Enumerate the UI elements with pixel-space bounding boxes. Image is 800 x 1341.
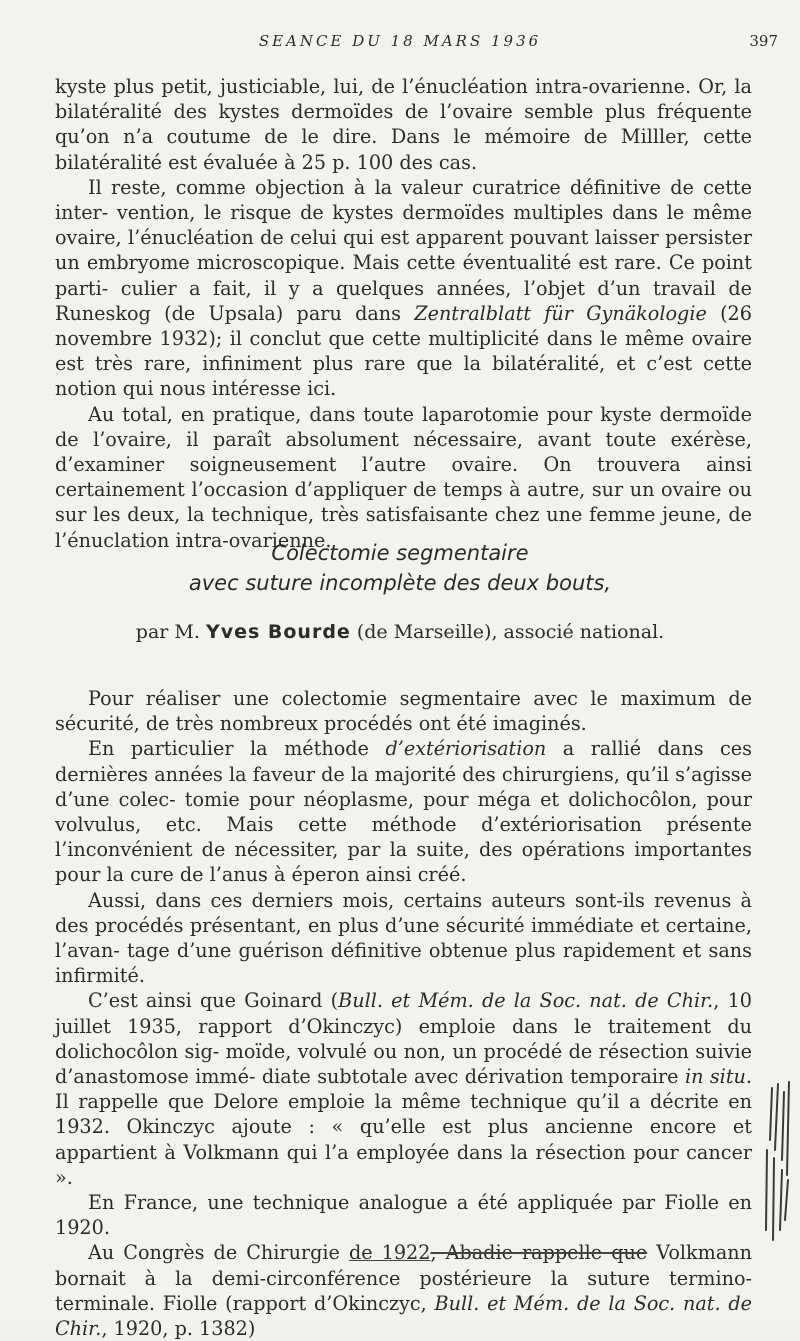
- text-line: Au total, en pratique, dans toute laparotomie pour kyste dermoïde de: [55, 402, 752, 451]
- journal-title: Bull. et Mém. de la Soc. nat. de Chir.: [338, 989, 714, 1013]
- article-title-line: Colectomie segmentaire: [271, 541, 529, 565]
- text-line: moïde, volvulé ou non, un procédé de résection suivie d’anastomose immé-: [55, 1039, 752, 1089]
- text-line: « qu’elle est plus ancienne encore et appartient à Volkmann qui l’a employée: [55, 1115, 752, 1164]
- text-run: , 10 juillet: [55, 989, 752, 1038]
- byline-prefix: par M.: [135, 621, 206, 643]
- paragraph: [55, 175, 752, 402]
- text-line: emploie la même technique qu’il a décrite en 1932. Okinczyc ajoute :: [55, 1090, 753, 1139]
- text-line: culier a fait, il y a quelques années, l’objet d’un travail de Runeskog (de: [55, 276, 752, 325]
- text-run: a rallié dans ces dernières: [55, 737, 753, 786]
- text-line: vention, le risque de kystes dermoïdes multiples dans le même ovaire,: [55, 201, 752, 250]
- handwritten-underline: de 1922: [348, 1241, 431, 1265]
- text-line: 1935, rapport d’Okinczyc) emploie dans le traitement du dolichocôlon sig-: [55, 1014, 753, 1063]
- paragraph: [55, 888, 752, 989]
- text-run: Au Congrès de Chirurgie: [88, 1241, 349, 1265]
- text-line: l’ovaire, il paraît absolument nécessaire, avant toute exérèse, d’examiner: [55, 427, 752, 477]
- text-run: (26 novembre 1932); il: [55, 301, 752, 351]
- text-run: (rapport d’Okinczyc,: [225, 1291, 435, 1315]
- text-line: conclut que cette multiplicité dans le même ovaire est très rare, infiniment: [55, 327, 752, 376]
- paragraph: [55, 686, 752, 736]
- text-run: diate subtotale avec dérivation temporaire: [261, 1065, 685, 1089]
- text-line: En France, une technique analogue a été appliquée par Fiolle en 1920.: [55, 1191, 752, 1240]
- text-line: la suite, des opérations importantes pour la cure de l’anus à éperon ainsi: [55, 838, 752, 887]
- text-run: C’est ainsi que Goinard (: [88, 989, 339, 1013]
- text-line: n’a coutume de le dire. Dans le mémoire de Milller, cette bilatéralité est: [55, 125, 752, 174]
- author-name: Yves Bourde: [205, 621, 351, 643]
- handwritten-strikethrough: , Abadie rappelle que: [430, 1241, 648, 1265]
- text-run: , 1920, p. 1382): [101, 1317, 256, 1341]
- text-line: plus rare que la bilatéralité, et c’est cette notion qui nous intéresse ici.: [55, 352, 753, 401]
- text-line: tage d’une guérison définitive obtenue plus rapidement et sans infirmité.: [55, 939, 752, 988]
- paragraph: [55, 736, 752, 887]
- paragraph: [55, 988, 752, 1190]
- paragraph: [55, 1190, 752, 1240]
- text-line: dans la résection pour cancer ».: [55, 1140, 752, 1189]
- text-line: très satisfaisante chez une femme jeune, de l’énuclation intra-ovarienne.: [55, 503, 753, 552]
- text-line: kyste plus petit, justiciable, lui, de l’énucléation intra-ovarienne. Or, la: [55, 75, 752, 98]
- text-line: procédés présentant, en plus d’une sécurité immédiate et certaine, l’avan-: [55, 913, 752, 963]
- article-title-line: avec suture incomplète des deux bouts,: [188, 571, 612, 595]
- text-run: Volkmann bornait: [55, 1241, 753, 1290]
- text-line: d’appliquer de temps à autre, sur un ovaire ou sur les deux, la technique,: [55, 478, 752, 527]
- text-line: de très nombreux procédés ont été imaginés.: [145, 712, 587, 736]
- journal-title: Bull. et Mém. de la Soc. nat. de Chir.: [55, 1291, 752, 1341]
- text-line: Aussi, dans ces derniers mois, certains auteurs sont-ils revenus à des: [55, 888, 752, 937]
- journal-title: Zentralblatt für Gynäkologie: [414, 301, 707, 325]
- running-title: SEANCE DU 18 MARS 1936: [258, 32, 542, 50]
- page-number: 397: [749, 32, 778, 50]
- text-line: créé.: [417, 863, 467, 887]
- paragraph: [55, 74, 752, 175]
- margin-annotation-marks: [758, 1080, 798, 1250]
- emphasis: d’extériorisation: [385, 737, 547, 761]
- text-line: soigneusement l’autre ovaire. On trouvera ainsi certainement l’occasion: [55, 453, 752, 502]
- text-line: l’énucléation de celui qui est apparent pouvant laisser persister un: [55, 226, 752, 275]
- text-line: embryome microscopique. Mais cette éventualité est rare. Ce point parti-: [55, 251, 752, 300]
- running-head: [0, 32, 800, 56]
- text-run: . Il rappelle que Delore: [55, 1065, 752, 1114]
- text-line: années la faveur de la majorité des chirurgiens, qu’il s’agisse d’une colec-: [55, 762, 752, 811]
- article-title: [0, 538, 800, 598]
- text-run: Upsala) paru dans: [208, 301, 415, 325]
- paragraph: [55, 402, 752, 553]
- text-line: évaluée à 25 p. 100 des cas.: [203, 150, 478, 174]
- text-line: tomie pour néoplasme, pour méga et dolichocôlon, pour volvulus, etc. Mais: [55, 787, 752, 837]
- text-line: bilatéralité des kystes dermoïdes de l’ovaire semble plus fréquente qu’on: [55, 100, 752, 149]
- text-line: Pour réaliser une colectomie segmentaire avec le maximum de sécurité,: [55, 687, 752, 736]
- paragraph: [55, 1240, 752, 1341]
- text-run: En particulier la méthode: [88, 737, 386, 761]
- byline-affiliation: (de Marseille), associé national.: [350, 621, 665, 643]
- text-line: à la demi-circonférence postérieure la suture termino-terminale. Fiolle: [55, 1266, 752, 1315]
- emphasis: in situ: [684, 1065, 746, 1089]
- text-line: cette méthode d’extériorisation présente l’inconvénient de nécessiter, par: [55, 813, 752, 862]
- article-body: [55, 686, 752, 1341]
- text-line: Il reste, comme objection à la valeur curatrice définitive de cette inter-: [55, 175, 752, 225]
- byline: [0, 621, 800, 643]
- previous-article-text: [55, 74, 752, 553]
